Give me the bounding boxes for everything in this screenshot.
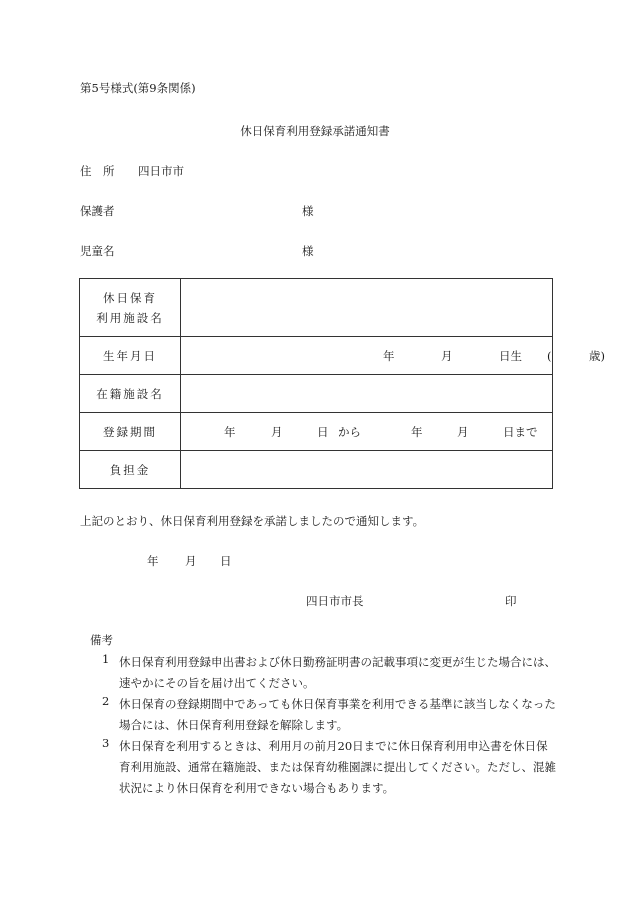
enrolled-facility-row	[80, 375, 553, 413]
period-from-word: から	[338, 424, 361, 439]
child-label: 児童名	[80, 244, 115, 258]
remark-number: 1	[102, 652, 110, 666]
remark-number: 3	[102, 736, 110, 750]
birthdate-age-open: (	[547, 348, 552, 363]
period-to-day: 日まで	[503, 424, 538, 439]
issuer-name: 四日市市長	[306, 594, 364, 608]
birthdate-year: 年	[383, 348, 395, 363]
remark-number: 2	[102, 694, 110, 708]
period-to-month: 月	[457, 424, 469, 439]
period-to-year: 年	[411, 424, 423, 439]
guardian-honorific: 様	[302, 204, 314, 218]
period-from-day: 日	[317, 424, 329, 439]
date-year: 年	[147, 554, 159, 568]
enrolled-facility-label: 在籍施設名	[80, 375, 181, 413]
fee-row	[80, 451, 553, 489]
fee-value-cell	[181, 451, 553, 489]
child-honorific: 様	[302, 244, 314, 258]
facility-label-cell	[80, 279, 181, 337]
facility-label-line1: 休日保育	[103, 290, 157, 305]
birthdate-label: 生年月日	[80, 337, 181, 375]
notice-text: 上記のとおり、休日保育利用登録を承諾しましたので通知します。	[80, 514, 425, 528]
birthdate-row	[80, 337, 553, 375]
remark-text: 休日保育利用登録申出書および休日勤務証明書の記載事項に変更が生じた場合には、速やかにその旨を届け出てください。	[119, 655, 556, 690]
birthdate-month: 月	[441, 348, 453, 363]
remarks-heading: 備考	[90, 633, 113, 647]
facility-value-cell	[181, 279, 553, 337]
birthdate-value-cell	[181, 337, 605, 375]
remark-text: 休日保育の登録期間中であっても休日保育事業を利用できる基準に該当しなくなった場合には、休日保育利用登録を解除します。	[119, 697, 556, 732]
document-title: 休日保育利用登録承諾通知書	[240, 124, 390, 138]
period-from-year: 年	[224, 424, 236, 439]
guardian-label: 保護者	[80, 204, 115, 218]
address-label: 住 所	[80, 164, 115, 178]
address-value: 四日市市	[138, 164, 184, 178]
form-number: 第5号様式(第9条関係)	[80, 81, 196, 95]
remark-text: 休日保育を利用するときは、利用月の前月20日までに休日保育利用申込書を休日保育利用施設、通常在籍施設、または保育幼稚園課に提出してください。ただし、混雑状況により休日保育を利用できない場合もあります。	[119, 739, 556, 795]
date-month: 月	[185, 554, 197, 568]
registration-period-label: 登録期間	[80, 413, 181, 451]
enrolled-facility-value-cell	[181, 375, 553, 413]
registration-period-value-cell	[181, 413, 553, 451]
birthdate-age-close: 歳)	[589, 348, 605, 363]
seal-mark: 印	[505, 594, 517, 608]
facility-row	[80, 279, 553, 337]
birthdate-day: 日生	[499, 348, 522, 363]
period-from-month: 月	[271, 424, 283, 439]
registration-period-row	[80, 413, 553, 451]
date-day: 日	[220, 554, 232, 568]
facility-label-line2: 利用施設名	[96, 310, 164, 325]
fee-label: 負担金	[80, 451, 181, 489]
registration-info-table	[79, 278, 605, 489]
